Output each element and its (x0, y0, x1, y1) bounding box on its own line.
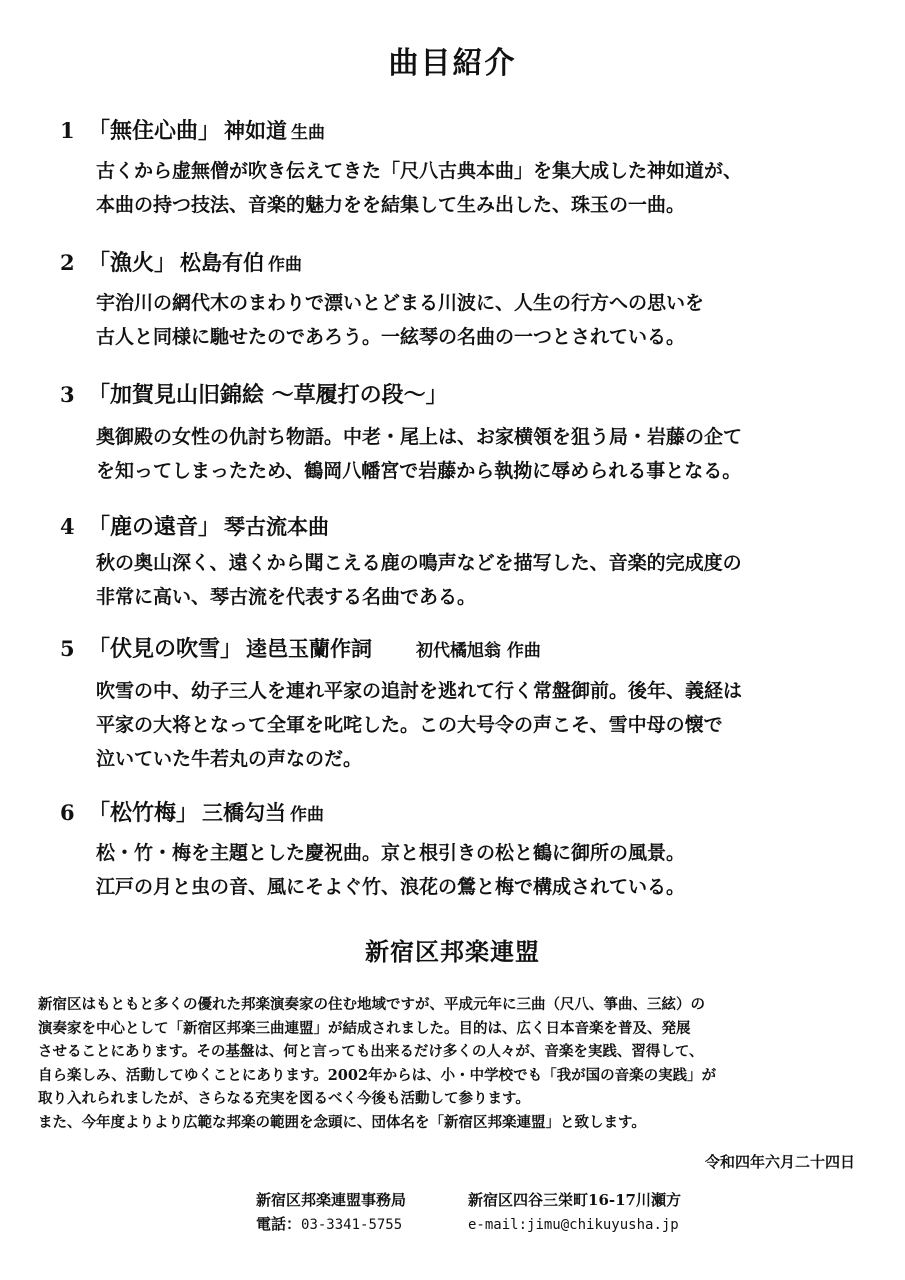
phone-number: 03-3341-5755 (301, 1217, 403, 1233)
program-role: 作曲 (268, 255, 303, 275)
email-link[interactable]: jimu@chikuyusha.jp (527, 1217, 679, 1233)
office-address: 新宿区四谷三栄町16-17川瀬方 (468, 1191, 681, 1209)
description-line: 古くから虚無僧が吹き伝えてきた「尺八古典本曲」を集大成した神如道が、 (96, 160, 743, 182)
description-line: 本曲の持つ技法、音楽的魅力をを結集して生み出した、珠玉の一曲。 (96, 194, 686, 216)
program-title: 「無住心曲」 (88, 118, 221, 144)
program-number: 1 (60, 118, 75, 143)
description-line: 平家の大将となって全軍を叱咤した。この大号令の声こそ、雪中母の懐で (96, 714, 723, 736)
program-number: 4 (60, 514, 75, 539)
program-extra-credit: 初代橘旭翁 作曲 (416, 641, 541, 661)
program-title: 「松竹梅」 (88, 800, 199, 826)
program-role: 作曲 (290, 805, 325, 825)
program-description (96, 674, 886, 776)
description-line: 秋の奥山深く、遠くから聞こえる鹿の鳴声などを描写した、音楽的完成度の (96, 552, 742, 574)
contact-row-office (256, 1188, 681, 1212)
description-line: 宇治川の網代木のまわりで漂いとどまる川波に、人生の行方への思いを (96, 292, 705, 314)
description-line: 江戸の月と虫の音、風にそよぐ竹、浪花の鶯と梅で構成されている。 (96, 876, 686, 898)
description-line: 松・竹・梅を主題とした慶祝曲。京と根引きの松と鶴に御所の風景。 (96, 842, 686, 864)
program-description (96, 286, 886, 354)
org-description-line: 自ら楽しみ、活動してゆくことにあります。2002年からは、小・中学校でも「我が国の音楽の実践」が (38, 1066, 717, 1084)
description-line: 吹雪の中、幼子三人を連れ平家の追討を逃れて行く常盤御前。後年、義経は (96, 680, 743, 702)
date: 令和四年六月二十四日 (704, 1153, 855, 1171)
program-number: 5 (60, 636, 75, 661)
program-composer: 琴古流本曲 (224, 514, 330, 539)
program-description (96, 420, 886, 488)
program-title: 「加賀見山旧錦絵 ～草履打の段～」 (88, 382, 448, 408)
program-item-heading (60, 632, 541, 663)
description-line: 奥御殿の女性の仇討ち物語。中老・尾上は、お家横領を狙う局・岩藤の企て (96, 426, 743, 448)
program-composer: 逵邑玉蘭作詞 (246, 636, 373, 661)
org-title: 新宿区邦楽連盟 (365, 937, 540, 966)
program-title: 「伏見の吹雪」 (88, 636, 243, 662)
org-description (38, 993, 878, 1134)
program-number: 6 (60, 800, 75, 825)
org-description-line: 新宿区はもともと多くの優れた邦楽演奏家の住む地域ですが、平成元年に三曲（尺八、箏曲、三絃）の (38, 996, 705, 1013)
description-line: を知ってしまったため、鶴岡八幡宮で岩藤から執拗に辱められる事となる。 (96, 460, 742, 482)
program-item-heading (60, 246, 342, 277)
program-item-heading (60, 114, 365, 145)
program-composer: 三橋勾当 (202, 800, 287, 825)
org-description-line: させることにあります。その基盤は、何と言っても出来るだけ多くの人々が、音楽を実践、習得して、 (38, 1043, 704, 1060)
program-description (96, 836, 886, 904)
program-description (96, 546, 886, 614)
description-line: 泣いていた牛若丸の声なのだ。 (96, 748, 363, 770)
office-name: 新宿区邦楽連盟事務局 (256, 1191, 407, 1209)
program-item-heading (60, 796, 364, 827)
program-number: 3 (60, 382, 75, 407)
page-title: 曲目紹介 (388, 46, 517, 81)
program-item-heading (60, 510, 373, 541)
description-line: 古人と同様に馳せたのであろう。一絃琴の名曲の一つとされている。 (96, 326, 686, 348)
program-number: 2 (60, 250, 75, 275)
program-description (96, 154, 886, 222)
contact-row-phone (256, 1212, 681, 1237)
program-composer: 神如道 (224, 118, 288, 143)
program-title: 「鹿の遠音」 (88, 514, 221, 540)
contact-block (256, 1188, 681, 1237)
program-composer: 松島有伯 (180, 250, 265, 275)
org-description-line: また、今年度よりより広範な邦楽の範囲を念頭に、団体名を「新宿区邦楽連盟」と致します。 (38, 1113, 646, 1131)
phone-label: 電話： (256, 1215, 302, 1233)
email-label: e-mail: (468, 1217, 528, 1233)
program-item-heading (60, 378, 496, 409)
org-description-line: 取り入れられましたが、さらなる充実を図るべく今後も活動して参ります。 (38, 1090, 530, 1107)
program-title: 「漁火」 (88, 250, 177, 276)
program-role: 生曲 (291, 123, 326, 143)
description-line: 非常に高い、琴古流を代表する名曲である。 (96, 586, 477, 608)
org-description-line: 演奏家を中心として「新宿区邦楽三曲連盟」が結成されました。目的は、広く日本音楽を普及、発展 (38, 1019, 691, 1037)
